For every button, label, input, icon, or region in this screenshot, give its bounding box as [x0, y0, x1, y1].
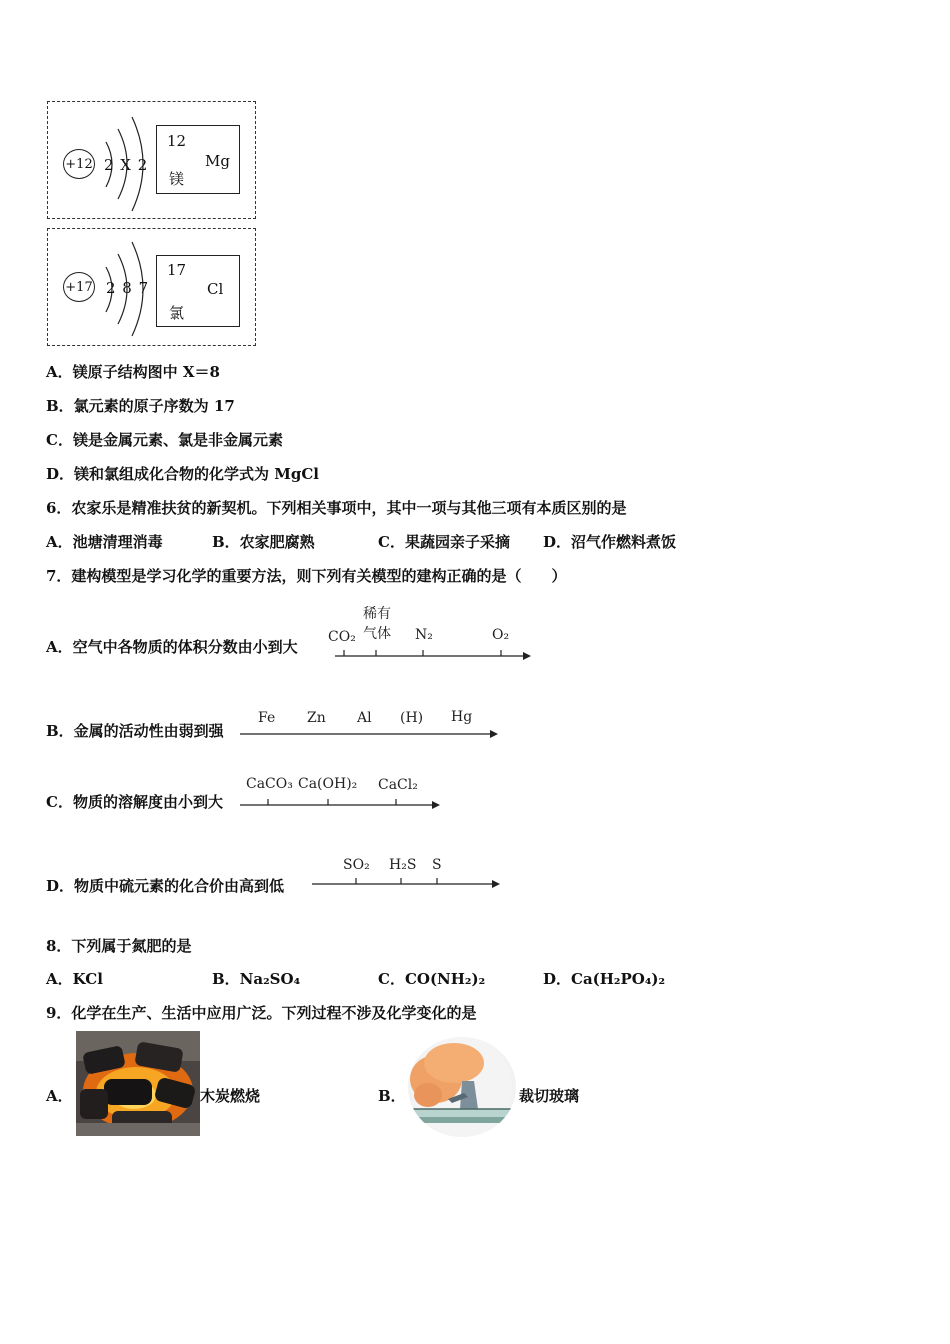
q7b-tick-al: Al [357, 710, 372, 726]
glass-cutting-image [408, 1037, 516, 1137]
q9-stem: 9．化学在生产、生活中应用广泛。下列过程不涉及化学变化的是 [46, 1004, 477, 1022]
q5-option-d: D．镁和氯组成化合物的化学式为 MgCl [46, 465, 319, 483]
mg-nucleus: +12 [63, 149, 95, 179]
q7b-tick-hg: Hg [451, 709, 473, 725]
q7d-tick-s: S [432, 857, 442, 873]
q7a-tick-rare-2: 气体 [363, 626, 391, 642]
q7a-tick-o2: O₂ [492, 627, 510, 643]
q7b-tick-zn: Zn [307, 710, 326, 726]
mg-name: 镁 [169, 170, 185, 188]
q7d-tick-so2: SO₂ [343, 857, 370, 873]
q6-option-b: B．农家肥腐熟 [212, 533, 315, 551]
q7c-tick-caco3: CaCO₃ [246, 776, 293, 792]
cl-symbol: Cl [207, 280, 224, 298]
charcoal-burning-image [76, 1031, 200, 1136]
q9-option-a-letter: A． [46, 1087, 73, 1105]
cl-name: 氯 [169, 304, 185, 322]
q7a-tick-n2: N₂ [415, 627, 433, 643]
q6-option-d: D．沼气作燃料煮饭 [543, 533, 677, 551]
mg-element-card [156, 125, 240, 194]
q7c-tick-cacl2: CaCl₂ [378, 777, 418, 793]
q7b-tick-fe: Fe [258, 710, 276, 726]
mg-symbol: Mg [205, 152, 230, 170]
cl-nucleus: +17 [63, 272, 95, 302]
cl-figure [47, 228, 256, 346]
q9-option-a-caption: 木炭燃烧 [200, 1087, 261, 1105]
q5-option-a: A．镁原子结构图中 X＝8 [46, 363, 220, 381]
cl-shell-electrons: 2 8 7 [106, 279, 150, 297]
cl-element-card [156, 255, 240, 327]
q7-option-b-axis [240, 700, 505, 745]
q5-option-b: B．氯元素的原子序数为 17 [46, 397, 235, 415]
q7-option-c-axis [240, 770, 450, 815]
q7-option-c-label: C．物质的溶解度由小到大 [46, 793, 223, 811]
q5-option-c: C．镁是金属元素、氯是非金属元素 [46, 431, 283, 449]
q7-option-b-label: B．金属的活动性由弱到强 [46, 722, 224, 740]
q9-option-b-letter: B． [378, 1087, 406, 1105]
q7c-tick-caoh2: Ca(OH)₂ [298, 776, 358, 792]
q8-option-b: B．Na₂SO₄ [212, 970, 301, 988]
q6-option-a: A．池塘清理消毒 [46, 533, 163, 551]
q7-option-d-axis [310, 850, 510, 895]
q7b-tick-h: (H) [400, 710, 424, 726]
q7a-tick-co2: CO₂ [328, 629, 356, 645]
q7-option-d-label: D．物质中硫元素的化合价由高到低 [46, 877, 285, 895]
q8-option-a: A．KCl [46, 970, 103, 988]
q7d-tick-h2s: H₂S [389, 857, 417, 873]
cl-atomic-number: 17 [167, 261, 187, 279]
q6-option-c: C．果蔬园亲子采摘 [378, 533, 510, 551]
q8-option-d: D．Ca(H₂PO₄)₂ [543, 970, 666, 988]
mg-figure [47, 101, 256, 219]
mg-atomic-number: 12 [167, 132, 187, 150]
q7-option-a-label: A．空气中各物质的体积分数由小到大 [46, 638, 298, 656]
q9-option-b-caption: 裁切玻璃 [519, 1087, 580, 1105]
q8-option-c: C．CO(NH₂)₂ [378, 970, 486, 988]
mg-shell-electrons: 2 X 2 [104, 156, 149, 174]
q7-option-a-axis [325, 600, 540, 665]
q8-stem: 8．下列属于氮肥的是 [46, 937, 192, 955]
q6-stem: 6．农家乐是精准扶贫的新契机。下列相关事项中，其中一项与其他三项有本质区别的是 [46, 499, 627, 517]
q7-stem: 7．建构模型是学习化学的重要方法，则下列有关模型的建构正确的是（ ） [46, 567, 567, 585]
q7a-tick-rare-1: 稀有 [363, 606, 391, 622]
